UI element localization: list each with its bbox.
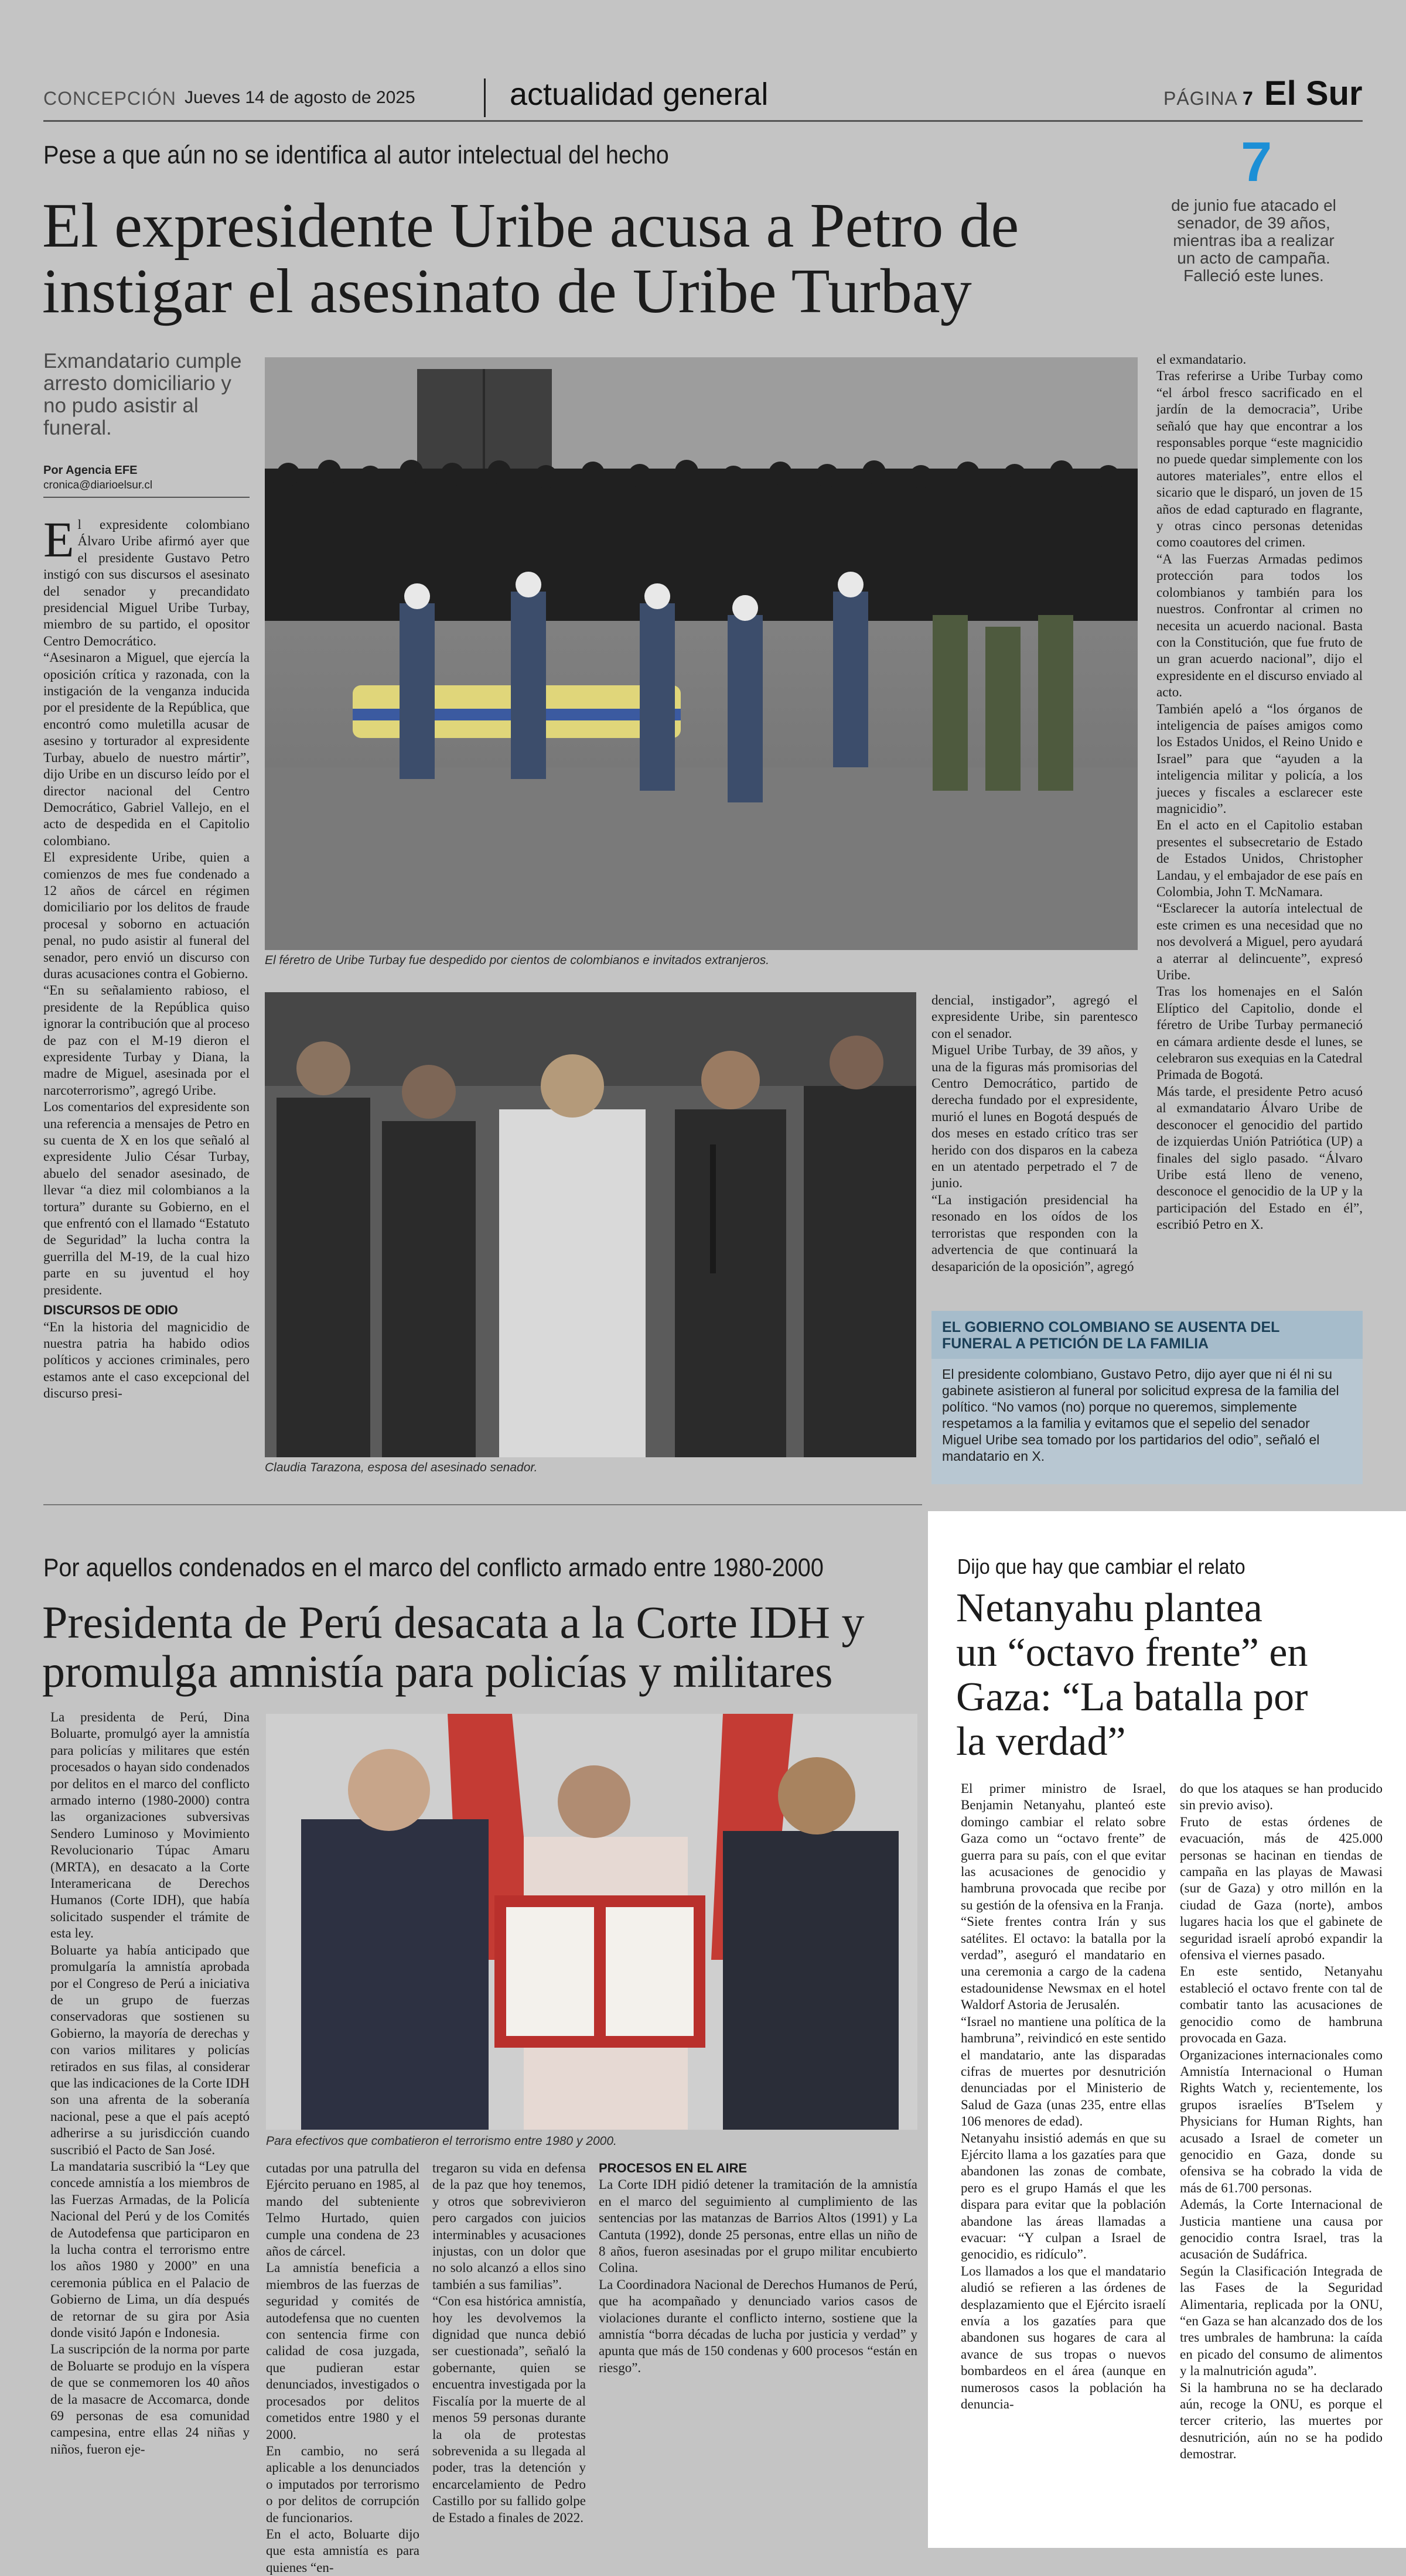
article2-col3-p1: tregaron su vida en defensa de la paz que hoy tenemos, y otros que sobrevivieron pero cargados con juicios interminables y acusaciones injustas, con un dolor que no solo alcanzó a ellos sino también a sus familias”. [432, 2161, 586, 2292]
article1-subheading: DISCURSOS DE ODIO [43, 1303, 178, 1318]
article2-col2-p4: En el acto, Boluarte dijo que esta amnistía es para quienes “en- [266, 2526, 419, 2575]
article1-col1-p4: “En su señalamiento rabioso, el presidente de la República quiso ignorar la contribución que al proceso de paz con el M-19 dieron el expresidente Turbay y Diana, la madre de Miguel, asesinada por el narcoterrorismo”, agregó Uribe. [43, 983, 250, 1098]
page-number: 7 [1243, 88, 1254, 109]
article3-col1-p3: “Israel no mantiene una política de la hambruna”, reivindicó en este sentido el mandatario, ante las disparadas cifras de muertes por desnutrición denunciadas por el Ministerio de Salud de Gaza (unas 235, entre ellas 106 menores de edad). [961, 2014, 1166, 2129]
info-box-title: EL GOBIERNO COLOMBIANO SE AUSENTA DEL FUNERAL A PETICIÓN DE LA FAMILIA [931, 1311, 1363, 1359]
header-place: CONCEPCIÓN [43, 88, 176, 109]
article2-col3-p2: “Con esa histórica amnistía, hoy les devolvemos la dignidad que nunca debió ser cuestionada”, señaló la gobernante, quien se encuentra investigada por la Fiscalía por la muerte de al menos 59 personas durante la ola de protestas sobrevenida a su llegada al poder, tras la detención y encarcelamiento de Pedro Castillo por su fallido golpe de Estado a finales de 2022. [432, 2294, 586, 2525]
article3-headline-line1: Netanyahu plantea [956, 1586, 1262, 1631]
section-title: actualidad general [510, 77, 769, 112]
header-rule [43, 120, 1363, 122]
article2-column-3 [432, 2160, 586, 2523]
article1-col1-p1-text: l expresidente colombiano Álvaro Uribe afirmó ayer que el presidente Gustavo Petro instigó con sus discursos el asesinato del senador y precandidato presidencial Miguel Uribe Turbay, miembro de su partido, el opositor Centro Democrático. [43, 517, 250, 648]
callout-text: de junio fue atacado el senador, de 39 años, mientras iba a realizar un acto de campaña. Falleció este lunes. [1171, 196, 1336, 285]
article1-col1-p2: “Asesinaron a Miguel, que ejercía la oposición crítica y razonada, con la instigación de la venganza inducida por el presidente de la República, que encontró como muletilla acusar de asesino y torturador al expresidente Turbay, abuelo de nuestro mártir”, dijo Uribe en un discurso leído por el director nacional del Centro Democrático, Gabriel Vallejo, en el acto de despedida en el Capitolio colombiano. [43, 650, 250, 848]
article2-col1-p3: La mandataria suscribió la “Ley que concede amnistía a los miembros de las Fuerzas Armadas, de la Policía Nacional del Perú y de los Comités de Autodefensa que participaron en la lucha contra el terrorismo entre los años 1980 y 2000” en una ceremonia pública en el Palacio de Gobierno de Lima, un día después de retornar de su gira por Asia donde visitó Japón e Indonesia. [50, 2158, 250, 2341]
article1-headline [42, 193, 1155, 324]
article1-col3-p1: el exmandatario. [1156, 352, 1247, 367]
article2-headline-line1: Presidenta de Perú desacata a la Corte IDH y [42, 1597, 865, 1648]
article2-col2-p2: La amnistía beneficia a miembros de las fuerzas de seguridad y comités de autodefensa que no cuenten con sentencia firme con calidad de cosa juzgada, que pudieran estar denunciados, investigados o procesados por delitos cometidos entre 1980 y el 2000. [266, 2260, 419, 2442]
article3-headline-line3: Gaza: “La batalla por [956, 1675, 1308, 1720]
article1-col3-p7: Tras los homenajes en el Salón Elíptico del Capitolio, donde el féretro de Uribe Turbay permaneció en cámara ardiente desde el lunes, se celebraron sus exequias en la Catedral Primada de Bogotá. [1156, 984, 1363, 1082]
article1-col1-p5: Los comentarios del expresidente son una referencia a mensajes de Petro en su cuenta de X en los que señaló al expresidente Julio César Turbay, abuelo del senador asesinado, de llevar “a diez mil colombianos a la tortura” durante su Gobierno, en el que enfrentó con el llamado “Estatuto de Seguridad” la lucha contra la guerrilla del M-19, de la cual hizo parte en su juventud el hoy presidente. [43, 1099, 250, 1297]
article2-col1-p2: Boluarte ya había anticipado que promulgaría la amnistía aprobada por el Congreso de Perú a iniciativa de un grupo de fuerzas conservadoras que sostienen su Gobierno, la mayoría de derechas y con varios militares y policías retirados en sus filas, al considerar que las indicaciones de la Corte IDH son una afrenta de la soberanía nacional, pese a que el país aceptó adherirse a su jurisdicción cuando suscribió el Pacto de San José. [50, 1942, 250, 2157]
article3-col2-p7: Si la hambruna no se ha declarado aún, recoge la ONU, es porque el tercer criterio, las muertes por desnutrición, aún no se ha podido demostrar. [1180, 2380, 1383, 2462]
article1-email: cronica@diarioelsur.cl [43, 479, 153, 491]
photo2-caption: Claudia Tarazona, esposa del asesinado senador. [265, 1461, 538, 1474]
article2-col2-p3: En cambio, no será aplicable a los denunciados o imputados por terrorismo o por delitos de corrupción de funcionarios. [266, 2443, 419, 2525]
article1-col3-p4: También apeló a “los órganos de inteligencia de países amigos como los Estados Unidos, el Reino Unido e Israel” para que “ayuden a la inteligencia militar y policía, a los jueces y fiscales a esclarecer este magnicidio”. [1156, 701, 1363, 816]
article3-col1-p5: Los llamados a los que el mandatario aludió se refieren a las órdenes de desplazamiento que el Ejército israelí envía a los gazatíes para que abandonen sus hogares de cara al avance de sus tropas o nuevos bombardeos en el área (aunque en numerosos casos la población ha denuncia- [961, 2263, 1166, 2412]
article3-headline-line4: la verdad” [956, 1719, 1126, 1764]
page-label-text: PÁGINA [1163, 88, 1237, 109]
article1-column-1 [43, 511, 250, 1477]
article2-col2-p1: cutadas por una patrulla del Ejército peruano en 1985, al mando del subteniente Telmo Hurtado, quien cumple una condena de 23 años de cárcel. [266, 2161, 419, 2259]
article2-col4-p1: La Corte IDH pidió detener la tramitación de la amnistía en el marco del seguimiento al cumplimiento de las sentencias por las matanzas de Barrios Altos (1991) y La Cantuta (1992), donde 25 personas, entre ellas un niño de 8 años, fueron asesinadas por el grupo militar encubierto Colina. [599, 2177, 917, 2276]
article3-col2-p4: Organizaciones internacionales como Amnistía Internacional o Human Rights Watch y, recientemente, los grupos israelíes B'Tselem y Physicians for Human Rights, han acusado a Israel de cometer un genocidio en Gaza, donde su ofensiva se ha cobrado la vida de más de 61.700 personas. [1180, 2047, 1383, 2195]
article3-headline [956, 1586, 1390, 1764]
article3-col2-p6: Según la Clasificación Integrada de las Fases de la Seguridad Alimentaria, replicada por la ONU, “en Gaza se han alcanzado dos de los tres umbrales de hambruna: la caída en picado del consumo de alimentos y la malnutrición aguda”. [1180, 2263, 1383, 2379]
photo3-caption: Para efectivos que combatieron el terrorismo entre 1980 y 2000. [266, 2134, 617, 2148]
article2-headline [42, 1598, 921, 1696]
article1-headline-line2: instigar el asesinato de Uribe Turbay [42, 257, 972, 326]
article2-col1-p1: La presidenta de Perú, Dina Boluarte, promulgó ayer la amnistía para policías y militares que estén procesados o hayan sido condenados por delitos en el marco del conflicto armado interno (1980-2000) contra las organizaciones subversivas Sendero Luminoso y Movimiento Revolucionario Túpac Amaru (MRTA), en desacato a la Corte Interamericana de Derechos Humanos (Corte IDH), que había solicitado suspender el trámite de esta ley. [50, 1710, 250, 1941]
article1-column-2 [931, 992, 1138, 1320]
article3-col2-p5: Además, la Corte Internacional de Justicia mantiene una causa por genocidio contra Israel, tras la acusación de Sudáfrica. [1180, 2197, 1383, 2262]
article1-col1-p3: El expresidente Uribe, quien a comienzos de mes fue condenado a 12 años de cárcel en régimen domiciliario por los delitos de fraude procesal y soborno en actuación penal, no pudo asistir al funeral del senador, pero envió un discurso con duras acusaciones contra el Gobierno. [43, 850, 250, 981]
article3-column-1 [961, 1781, 1166, 2523]
section-divider [43, 1504, 922, 1505]
article1-col3-p3: “A las Fuerzas Armadas pedimos protección para todos los colombianos y también para los nuestros. Confrontar al crimen no necesita un acuerdo nacional. Basta con la Constitución, que fue fruto de un gran acuerdo nacional”, dijo el expresidente en el discurso enviado al acto. [1156, 551, 1363, 700]
article1-col2-p1: dencial, instigador”, agregó el expresidente Uribe, sin parentesco con el senador. [931, 993, 1138, 1041]
article2-headline-line2: promulga amnistía para policías y militares [42, 1646, 833, 1697]
info-box [931, 1311, 1363, 1484]
article3-col2-p2: Fruto de estas órdenes de evacuación, más de 425.000 personas se hacinan en tiendas de campaña en las playas de Mawasi (sur de Gaza) y otro millón en la ciudad de Gaza (norte), ambos lugares hacia los que el gabinete de seguridad israelí aprobó expandir la ofensiva el viernes pasado. [1180, 1814, 1383, 1963]
article1-headline-line1: El expresidente Uribe acusa a Petro de [42, 191, 1019, 261]
article1-col3-p8: Más tarde, el presidente Petro acusó al exmandatario Álvaro Uribe de desconocer el genocidio del partido de izquierdas Unión Patriótica (UP) a finales del siglo pasado. “Álvaro Uribe está lleno de veneno, desconoce el genocidio de la UP y la participación del Estado en él”, escribió Petro en X. [1156, 1084, 1363, 1232]
article1-byline: Por Agencia EFE [43, 464, 138, 477]
article1-col2-p2: Miguel Uribe Turbay, de 39 años, y una de la figuras más promisorias del Centro Democrático, partido de derecha fundado por el expresidente, murió el lunes en Bogotá después de dos meses en estado crítico tras ser herido con dos disparos en la cabeza en un atentado perpetrado el 7 de junio. [931, 1043, 1138, 1191]
article2-col1-p4: La suscripción de la norma por parte de Boluarte se produjo en la víspera de que se conmemoren los 40 años de la masacre de Accomarca, donde 69 personas de esa comunidad campesina, entre ellas 24 niñas y niños, fueron eje- [50, 2342, 250, 2457]
article3-col2-p3: En este sentido, Netanyahu estableció el octavo frente con tal de combatir tanto las acusaciones de genocidio como de hambruna provocada en Gaza. [1180, 1964, 1383, 2046]
article1-col1-p6: “En la historia del magnicidio de nuestra patria ha habido odios políticos y acciones criminales, pero estamos ante el caso excepcional del discurso presi- [43, 1319, 250, 1401]
funeral-procession-photo [265, 357, 1138, 950]
article3-col1-p2: “Siete frentes contra Irán y sus satélites. El octavo: la batalla por la verdad”, aseguró el mandatario en una ceremonia a cargo de la cadena estadounidense Newsmax en el hotel Waldorf Astoria de Jerusalén. [961, 1914, 1166, 2013]
article3-col1-p1: El primer ministro de Israel, Benjamin Netanyahu, planteó este domingo cambiar el relato sobre Gaza como un “octavo frente” de guerra para su país, con el que evitar las acusaciones de genocidio y hambruna provocada que recibe por su gestión de la ofensiva en la Franja. [961, 1781, 1166, 1912]
article2-kicker: Por aquellos condenados en el marco del conflicto armado entre 1980-2000 [43, 1553, 824, 1582]
article2-column-1 [50, 1709, 250, 2517]
article1-subhead: Exmandatario cumple arresto domiciliario y no pudo asistir al funeral. [43, 350, 242, 439]
dropcap: E [43, 511, 74, 568]
header-divider [484, 78, 486, 117]
article1-column-3 [1156, 351, 1363, 1312]
article3-kicker: Dijo que hay que cambiar el relato [957, 1555, 1245, 1579]
article1-col3-p5: En el acto en el Capitolio estaban presentes el subsecretario de Estado de Estados Unidos, Christopher Landau, y el embajador de ese país en Colombia, John T. McNamara. [1156, 818, 1363, 899]
article1-kicker: Pese a que aún no se identifica al autor intelectual del hecho [43, 141, 669, 169]
callout-number: 7 [1241, 131, 1272, 193]
photo1-caption: El féretro de Uribe Turbay fue despedido por cientos de colombianos e invitados extranjeros. [265, 954, 770, 967]
page-label [1163, 88, 1254, 110]
article2-column-4 [599, 2160, 917, 2523]
header-date: Jueves 14 de agosto de 2025 [185, 88, 415, 107]
article1-col2-p3: “La instigación presidencial ha resonado en los oídos de los terroristas que responden con la advertencia de que continuará la desaparición de la oposición”, agregó [931, 1192, 1138, 1274]
newspaper-logo: El Sur [1264, 74, 1363, 112]
article3-headline-line2: un “octavo frente” en [956, 1630, 1308, 1675]
article3-col2-p1: do que los ataques se han producido sin previo aviso). [1180, 1781, 1383, 1813]
byline-rule [43, 497, 250, 498]
info-box-body: El presidente colombiano, Gustavo Petro, dijo ayer que ni él ni su gabinete asistieron al funeral por solicitud expresa de la familia del político. “No vamos (no) porque no queremos, simplemente respetamos a la familia y evitamos que el sepelio del senador Miguel Uribe sea tomado por los partidarios del odio”, señaló el mandatario en X. [942, 1366, 1339, 1464]
article2-subheading: PROCESOS EN EL AIRE [599, 2161, 748, 2175]
article1-col3-p6: “Esclarecer la autoría intelectual de este crimen es una necesidad que no nos devolverá a Miguel, pero ayudará a aterrar al delincuente”, expresó Uribe. [1156, 901, 1363, 983]
article2-col4-p2: La Coordinadora Nacional de Derechos Humanos de Perú, que ha acompañado y denunciado varios casos de violaciones durante el conflicto interno, sostiene que la amnistía “borra décadas de lucha por justicia y verdad” y apunta que más de 150 condenas y 600 procesos “están en riesgo”. [599, 2277, 917, 2375]
article3-column-2 [1180, 1781, 1383, 2523]
boluarte-ceremony-photo [266, 1714, 917, 2130]
widow-photo [265, 992, 916, 1457]
article3-col1-p4: Netanyahu insistió además en que su Ejército llama a los gazatíes para que abandonen las zonas de combate, pero es el grupo Hamás el que les dispara para evitar que la población abandone las áreas llamadas a evacuar: “Y culpan a Israel de genocidio, es ridículo”. [961, 2130, 1166, 2262]
article2-column-2 [266, 2160, 419, 2575]
article1-col1-p1 [43, 511, 250, 650]
article1-col3-p2: Tras referirse a Uribe Turbay como “el árbol fresco sacrificado en el jardín de la democracia”, Uribe señaló que hay que encontrar a los responsables porque “este magnicidio no puede quedar simplemente con los autores materiales”, entre ellos el sicario que le disparó, un joven de 15 años de edad capturado en flagrante, y otras cinco personas detenidas como coautores del crimen. [1156, 368, 1363, 550]
